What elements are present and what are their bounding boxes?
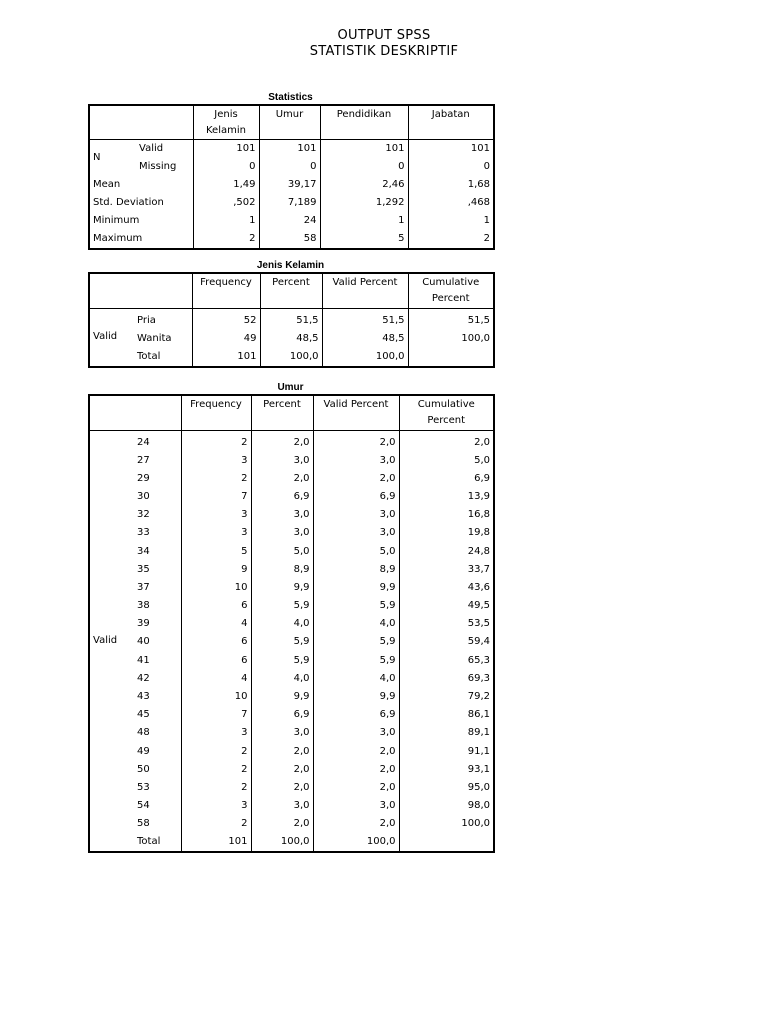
column-header: Cumulative Percent: [408, 273, 494, 308]
data-cell: 5: [320, 230, 408, 249]
data-cell: 8,9: [313, 561, 399, 579]
row-label: Total: [134, 348, 192, 367]
data-cell: 33,7: [399, 561, 494, 579]
data-cell: 2,0: [251, 743, 313, 761]
corner-cell: [89, 273, 192, 308]
data-cell: 3: [181, 452, 251, 470]
data-cell: 1: [408, 212, 494, 230]
data-cell: 8,9: [251, 561, 313, 579]
data-cell: 100,0: [251, 833, 313, 852]
umur-table: [88, 394, 495, 853]
data-cell: 2: [181, 761, 251, 779]
table-row: [89, 430, 494, 452]
data-cell: 2,0: [251, 761, 313, 779]
table-row: [89, 652, 494, 670]
umur-caption: Umur: [277, 382, 304, 393]
row-label: Valid: [136, 140, 193, 159]
data-cell: 48,5: [322, 330, 408, 348]
data-cell: 0: [320, 158, 408, 176]
data-cell: 13,9: [399, 488, 494, 506]
data-cell: 2,0: [313, 815, 399, 833]
table-row: [89, 743, 494, 761]
table-row: [89, 779, 494, 797]
row-label: 33: [134, 524, 181, 542]
data-cell: 3,0: [313, 524, 399, 542]
data-cell: 4: [181, 670, 251, 688]
row-label: Mean: [89, 176, 193, 194]
table-row: [89, 506, 494, 524]
row-label: Missing: [136, 158, 193, 176]
data-cell: 6,9: [251, 488, 313, 506]
data-cell: 6,9: [399, 470, 494, 488]
data-cell: 0: [259, 158, 320, 176]
data-cell: 48,5: [260, 330, 322, 348]
data-cell: 65,3: [399, 652, 494, 670]
data-cell: 101: [320, 140, 408, 159]
data-cell: 100,0: [313, 833, 399, 852]
data-cell: 4,0: [251, 615, 313, 633]
table-row: [89, 194, 494, 212]
data-cell: 6: [181, 597, 251, 615]
valid-group-label: Valid: [93, 331, 118, 342]
table-row: [89, 797, 494, 815]
column-header: Jabatan: [408, 105, 494, 140]
data-cell: 3: [181, 724, 251, 742]
data-cell: 9: [181, 561, 251, 579]
column-header: Valid Percent: [313, 395, 399, 430]
data-cell: 5,9: [251, 633, 313, 651]
row-label: 35: [134, 561, 181, 579]
table-row: [89, 833, 494, 852]
data-cell: 6,9: [251, 706, 313, 724]
table-row: [89, 633, 494, 651]
data-cell: 86,1: [399, 706, 494, 724]
row-label: 50: [134, 761, 181, 779]
data-cell: 59,4: [399, 633, 494, 651]
row-label: 37: [134, 579, 181, 597]
table-row: [89, 452, 494, 470]
row-label: 43: [134, 688, 181, 706]
data-cell: 51,5: [260, 308, 322, 330]
data-cell: 93,1: [399, 761, 494, 779]
data-cell: 95,0: [399, 779, 494, 797]
data-cell: [399, 833, 494, 852]
row-label: 27: [134, 452, 181, 470]
table-row: [89, 579, 494, 597]
row-label: 39: [134, 615, 181, 633]
data-cell: 19,8: [399, 524, 494, 542]
data-cell: 5,9: [313, 652, 399, 670]
data-cell: 2,0: [313, 430, 399, 452]
data-cell: 9,9: [251, 688, 313, 706]
document-title: [0, 28, 768, 60]
data-cell: 101: [181, 833, 251, 852]
data-cell: 5,9: [313, 633, 399, 651]
column-header: Jenis Kelamin: [193, 105, 259, 140]
data-cell: 10: [181, 579, 251, 597]
data-cell: 100,0: [408, 330, 494, 348]
table-row: [89, 615, 494, 633]
table-row: [89, 158, 494, 176]
row-label: Maximum: [89, 230, 193, 249]
row-label: Pria: [134, 308, 192, 330]
column-header: Valid Percent: [322, 273, 408, 308]
column-header: Percent: [260, 273, 322, 308]
data-cell: 24,8: [399, 542, 494, 560]
data-cell: [408, 348, 494, 367]
data-cell: 5,0: [251, 542, 313, 560]
row-label: Minimum: [89, 212, 193, 230]
data-cell: 2,0: [251, 779, 313, 797]
data-cell: 5,0: [399, 452, 494, 470]
table-row: [89, 542, 494, 560]
table-row: [89, 230, 494, 249]
row-label: 40: [134, 633, 181, 651]
table-row: [89, 688, 494, 706]
data-cell: 7: [181, 488, 251, 506]
data-cell: 79,2: [399, 688, 494, 706]
data-cell: 5,9: [251, 652, 313, 670]
data-cell: 2: [181, 815, 251, 833]
data-cell: 91,1: [399, 743, 494, 761]
row-label: Total: [134, 833, 181, 852]
data-cell: 49,5: [399, 597, 494, 615]
data-cell: 6,9: [313, 488, 399, 506]
row-label: 48: [134, 724, 181, 742]
title-line-1: OUTPUT SPSS: [337, 28, 431, 43]
data-cell: 2,0: [313, 779, 399, 797]
data-cell: 58: [259, 230, 320, 249]
data-cell: 43,6: [399, 579, 494, 597]
data-cell: 3,0: [251, 797, 313, 815]
data-cell: 3: [181, 506, 251, 524]
data-cell: 100,0: [399, 815, 494, 833]
data-cell: 4,0: [251, 670, 313, 688]
row-label: 30: [134, 488, 181, 506]
table-row: [89, 140, 494, 159]
data-cell: 5: [181, 542, 251, 560]
data-cell: 100,0: [260, 348, 322, 367]
data-cell: 39,17: [259, 176, 320, 194]
data-cell: 3,0: [251, 452, 313, 470]
row-label: 45: [134, 706, 181, 724]
statistics-table: [88, 104, 495, 250]
jenis-kelamin-caption: Jenis Kelamin: [256, 260, 325, 271]
data-cell: 1: [320, 212, 408, 230]
row-label: Std. Deviation: [89, 194, 193, 212]
table-row: [89, 308, 494, 330]
row-label: 24: [134, 430, 181, 452]
row-label: 42: [134, 670, 181, 688]
data-cell: 2: [181, 430, 251, 452]
table-row: [89, 561, 494, 579]
data-cell: 2,0: [313, 761, 399, 779]
table-row: [89, 176, 494, 194]
row-label: 58: [134, 815, 181, 833]
data-cell: 6: [181, 652, 251, 670]
data-cell: 2: [181, 470, 251, 488]
corner-cell: [89, 395, 181, 430]
table-row: [89, 815, 494, 833]
table-row: [89, 330, 494, 348]
data-cell: 1,292: [320, 194, 408, 212]
data-cell: 2: [181, 743, 251, 761]
data-cell: 100,0: [322, 348, 408, 367]
data-cell: 69,3: [399, 670, 494, 688]
table-row: [89, 488, 494, 506]
table-row: [89, 348, 494, 367]
data-cell: 51,5: [408, 308, 494, 330]
data-cell: ,502: [193, 194, 259, 212]
row-label: 41: [134, 652, 181, 670]
data-cell: 6: [181, 633, 251, 651]
data-cell: 2: [181, 779, 251, 797]
data-cell: 101: [193, 140, 259, 159]
data-cell: 2,0: [251, 470, 313, 488]
data-cell: 52: [192, 308, 260, 330]
data-cell: 2: [193, 230, 259, 249]
row-label: 32: [134, 506, 181, 524]
data-cell: 51,5: [322, 308, 408, 330]
data-cell: 3,0: [313, 506, 399, 524]
table-row: [89, 724, 494, 742]
data-cell: 4,0: [313, 615, 399, 633]
row-label: 53: [134, 779, 181, 797]
data-cell: 6,9: [313, 706, 399, 724]
table-row: [89, 470, 494, 488]
data-cell: ,468: [408, 194, 494, 212]
row-label: 38: [134, 597, 181, 615]
data-cell: 9,9: [313, 688, 399, 706]
data-cell: 7,189: [259, 194, 320, 212]
data-cell: 2: [408, 230, 494, 249]
data-cell: 3: [181, 797, 251, 815]
data-cell: 101: [259, 140, 320, 159]
data-cell: 9,9: [251, 579, 313, 597]
data-cell: 2,46: [320, 176, 408, 194]
row-label: 49: [134, 743, 181, 761]
data-cell: 3,0: [251, 724, 313, 742]
column-header: Frequency: [192, 273, 260, 308]
table-row: [89, 597, 494, 615]
data-cell: 2,0: [251, 430, 313, 452]
data-cell: 16,8: [399, 506, 494, 524]
data-cell: 5,9: [313, 597, 399, 615]
valid-group-label: Valid: [93, 634, 118, 646]
data-cell: 24: [259, 212, 320, 230]
table-row: [89, 706, 494, 724]
table-row: [89, 761, 494, 779]
data-cell: 101: [408, 140, 494, 159]
data-cell: 101: [192, 348, 260, 367]
data-cell: 2,0: [251, 815, 313, 833]
data-cell: 1,49: [193, 176, 259, 194]
data-cell: 3,0: [251, 506, 313, 524]
n-group-label: N: [93, 152, 101, 163]
row-label: 34: [134, 542, 181, 560]
data-cell: 89,1: [399, 724, 494, 742]
data-cell: 4: [181, 615, 251, 633]
column-header: Pendidikan: [320, 105, 408, 140]
data-cell: 0: [408, 158, 494, 176]
data-cell: 2,0: [313, 470, 399, 488]
data-cell: 3,0: [251, 524, 313, 542]
table-row: [89, 670, 494, 688]
data-cell: 3,0: [313, 724, 399, 742]
data-cell: 3,0: [313, 452, 399, 470]
row-label: Wanita: [134, 330, 192, 348]
title-line-2: STATISTIK DESKRIPTIF: [309, 44, 459, 59]
data-cell: 5,0: [313, 542, 399, 560]
column-header: Cumulative Percent: [399, 395, 494, 430]
data-cell: 3,0: [313, 797, 399, 815]
column-header: Umur: [259, 105, 320, 140]
data-cell: 7: [181, 706, 251, 724]
jenis-kelamin-table: [88, 272, 495, 368]
data-cell: 10: [181, 688, 251, 706]
corner-cell: [89, 105, 193, 140]
data-cell: 1,68: [408, 176, 494, 194]
data-cell: 49: [192, 330, 260, 348]
data-cell: 53,5: [399, 615, 494, 633]
data-cell: 1: [193, 212, 259, 230]
data-cell: 98,0: [399, 797, 494, 815]
column-header: Percent: [251, 395, 313, 430]
table-row: [89, 212, 494, 230]
data-cell: 9,9: [313, 579, 399, 597]
column-header: Frequency: [181, 395, 251, 430]
data-cell: 5,9: [251, 597, 313, 615]
data-cell: 4,0: [313, 670, 399, 688]
data-cell: 2,0: [313, 743, 399, 761]
data-cell: 3: [181, 524, 251, 542]
data-cell: 0: [193, 158, 259, 176]
table-row: [89, 524, 494, 542]
row-label: 54: [134, 797, 181, 815]
data-cell: 2,0: [399, 430, 494, 452]
row-label: 29: [134, 470, 181, 488]
statistics-caption: Statistics: [268, 92, 313, 103]
